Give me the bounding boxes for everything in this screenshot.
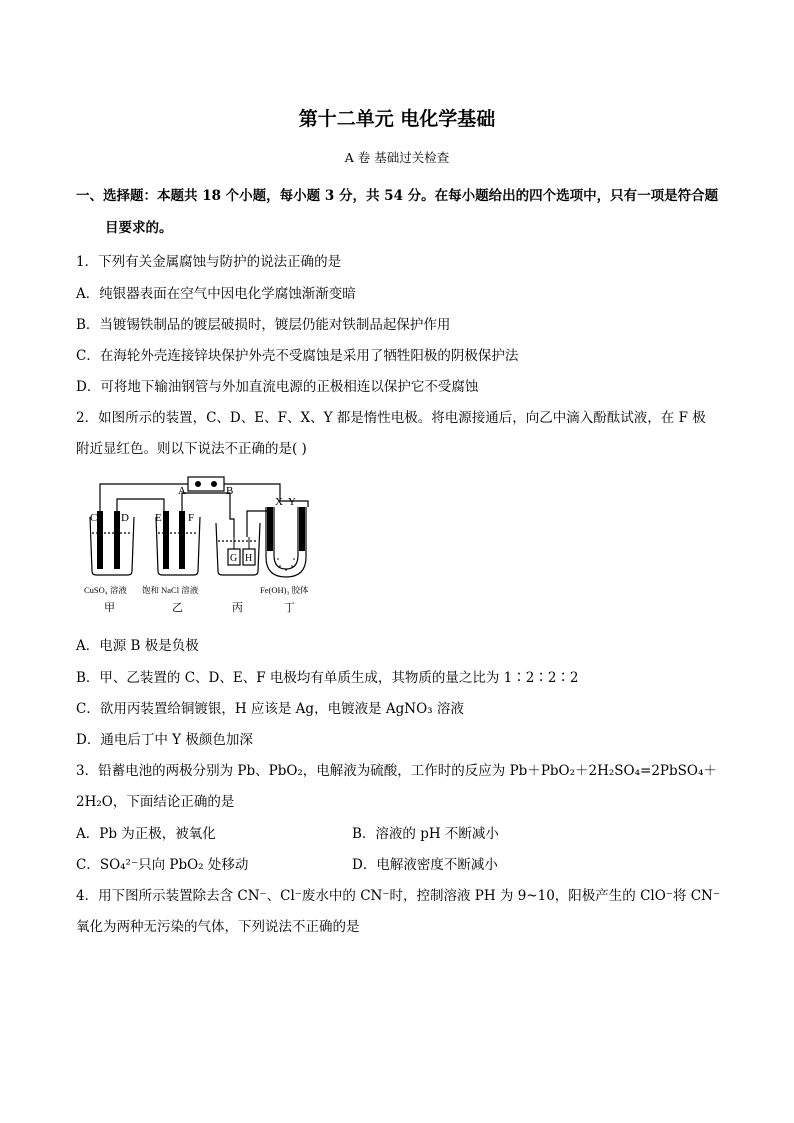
- apparatus-3-name: 丙: [232, 602, 243, 614]
- q4-stem-line1: 4．用下图所示装置除去含 CN⁻、Cl⁻废水中的 CN⁻时，控制溶液 PH 为 9~10，阳极产生的 ClO⁻将 CN⁻: [76, 888, 720, 904]
- apparatus-4-name: 丁: [284, 602, 295, 614]
- q1-stem: 1．下列有关金属腐蚀与防护的说法正确的是: [76, 254, 342, 270]
- q3-option-a: A．Pb 为正极，被氧化: [76, 826, 216, 842]
- q2-stem-line1: 2．如图所示的装置，C、D、E、F、X、Y 都是惰性电极。将电源接通后，向乙中滴入酚酞试液，在 F 极: [76, 410, 706, 426]
- electrolysis-apparatus-figure: [80, 471, 340, 619]
- label-C: C: [90, 512, 98, 524]
- q1-option-d: D．可将地下输油钢管与外加直流电源的正极相连以保护它不受腐蚀: [76, 379, 479, 395]
- q2-option-d: D．通电后丁中 Y 极颜色加深: [76, 732, 253, 748]
- label-Y: Y: [288, 496, 296, 508]
- label-X: X: [275, 496, 283, 508]
- q1-option-c: C．在海轮外壳连接锌块保护外壳不受腐蚀是采用了牺牲阳极的阴极保护法: [76, 348, 519, 364]
- label-A: A: [178, 485, 186, 497]
- q3-stem-line2: 2H₂O，下面结论正确的是: [76, 794, 235, 810]
- q3-option-b: B．溶液的 pH 不断减小: [352, 826, 499, 842]
- q3-stem-line1: 3．铅蓄电池的两极分别为 Pb、PbO₂，电解液为硫酸，工作时的反应为 Pb＋PbO₂＋2H₂SO₄=2PbSO₄＋: [76, 763, 717, 779]
- q4-stem-line2: 氧化为两种无污染的气体，下列说法不正确的是: [76, 919, 360, 935]
- page-subtitle: A 卷 基础过关检查: [344, 150, 450, 165]
- q3-option-c: C．SO₄²⁻只向 PbO₂ 处移动: [76, 857, 249, 873]
- label-B: B: [226, 485, 234, 497]
- power-supply: [188, 477, 224, 491]
- solution-1-label: CuSO₄ 溶液: [84, 585, 127, 595]
- label-E: E: [155, 512, 162, 524]
- q3-option-d: D．电解液密度不断减小: [352, 857, 498, 873]
- q1-option-a: A．纯银器表面在空气中因电化学腐蚀渐渐变暗: [76, 286, 356, 302]
- solution-4-label: Fe(OH)₃ 胶体: [260, 585, 309, 595]
- q2-stem-line2: 附近显红色。则以下说法不正确的是( ): [76, 441, 307, 457]
- apparatus-2-name: 乙: [172, 602, 183, 614]
- q2-option-a: A．电源 B 极是负极: [76, 638, 199, 654]
- page-title: 第十二单元 电化学基础: [298, 108, 496, 130]
- label-D: D: [121, 512, 129, 524]
- section-heading-line1: 一、选择题：本题共 18 个小题，每小题 3 分，共 54 分。在每小题给出的四个选项中，只有一项是符合题: [76, 188, 719, 204]
- solution-2-label: 饱和 NaCl 溶液: [142, 585, 199, 595]
- q2-option-b: B．甲、乙装置的 C、D、E、F 电极均有单质生成，其物质的量之比为 1∶2∶2∶2: [76, 670, 579, 686]
- q2-option-c: C．欲用丙装置给铜镀银，H 应该是 Ag，电镀液是 AgNO₃ 溶液: [76, 701, 464, 717]
- section-heading-line2: 目要求的。: [105, 220, 173, 236]
- label-G: G: [230, 553, 238, 564]
- q1-option-b: B．当镀锡铁制品的镀层破损时，镀层仍能对铁制品起保护作用: [76, 317, 451, 333]
- label-F: F: [188, 512, 195, 524]
- apparatus-1-name: 甲: [104, 602, 115, 614]
- label-H: H: [245, 553, 253, 564]
